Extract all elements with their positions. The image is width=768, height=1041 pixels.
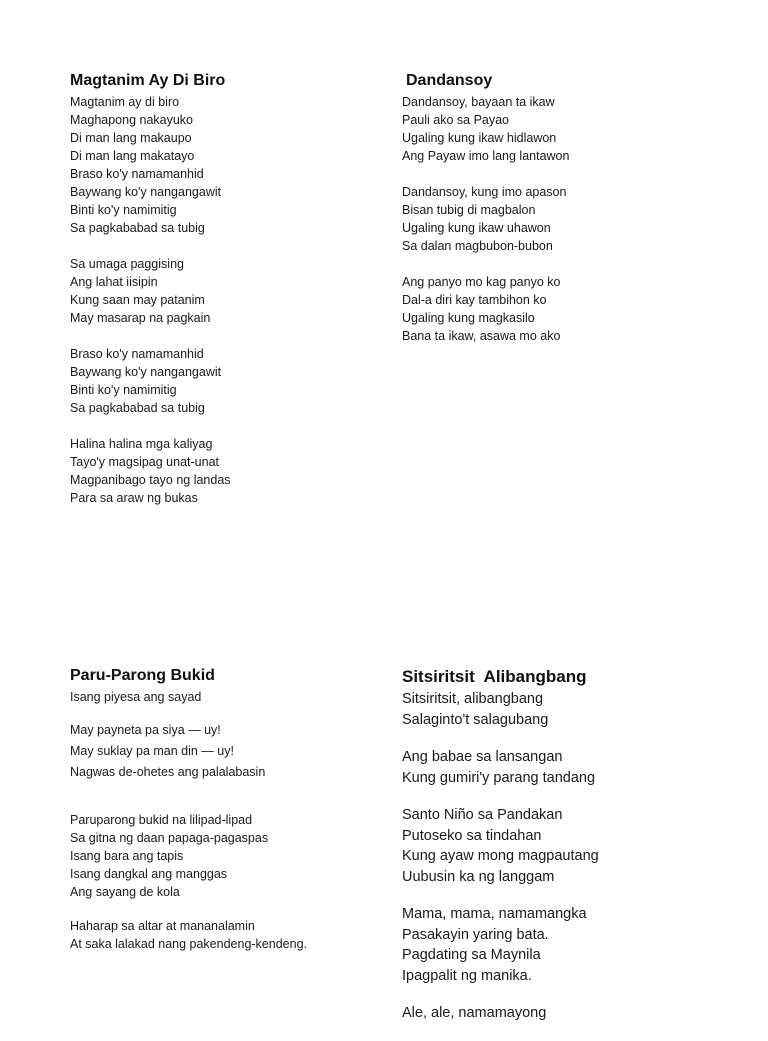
stanza xyxy=(402,183,569,255)
lyric-line: Isang dangkal ang manggas xyxy=(70,867,228,881)
lyric-line: Ugaling kung magkasilo xyxy=(402,311,535,325)
lyric-line: Ang panyo mo kag panyo ko xyxy=(402,275,561,289)
song-title: Dandansoy xyxy=(406,72,493,89)
lyric-line: Magpanibago tayo ng landas xyxy=(70,473,231,487)
lyric-line: Baywang ko'y nangangawit xyxy=(70,365,222,379)
lyric-line: Magtanim ay di biro xyxy=(70,95,180,109)
stanza xyxy=(402,93,569,165)
song-sitsiritsit xyxy=(402,667,599,1041)
lyric-line: Pagdating sa Maynila xyxy=(402,947,541,963)
lyric-line: Kung gumiri'y parang tandang xyxy=(402,769,596,786)
lyric-line: Sa pagkababad sa tubig xyxy=(70,221,205,235)
lyric-line: Ipagpalit ng manika. xyxy=(402,967,532,984)
lyric-line: Uubusin ka ng langgam xyxy=(402,868,555,885)
lyric-line: Sa gitna ng daan papaga-pagaspas xyxy=(70,831,269,845)
lyric-line: Maghapong nakayuko xyxy=(70,113,194,127)
stanza xyxy=(402,1003,599,1024)
lyric-line: Ang sayang de kola xyxy=(70,885,180,899)
lyric-line: At saka lalakad nang pakendeng-kendeng. xyxy=(70,937,307,951)
lyric-line: Dandansoy, kung imo apason xyxy=(402,185,567,199)
stanza xyxy=(70,917,307,953)
lyric-line: May suklay pa man din — uy! xyxy=(70,744,234,758)
stanza xyxy=(70,255,231,327)
stanza xyxy=(70,93,231,237)
lyric-line: Putoseko sa tindahan xyxy=(402,827,542,844)
lyric-line: Salaginto't salagubang xyxy=(402,711,549,728)
stanza xyxy=(402,689,599,730)
stanza xyxy=(70,688,307,706)
song-title: Paru-Parong Bukid xyxy=(70,667,215,684)
lyric-line: May masarap na pagkain xyxy=(70,311,211,325)
lyric-line: Para sa araw ng bukas xyxy=(70,491,198,505)
lyric-line: Mama, mama, namamangka xyxy=(402,906,587,922)
lyric-line: Sa umaga paggising xyxy=(70,257,184,271)
stanza xyxy=(402,805,599,887)
stanza xyxy=(70,435,231,507)
lyric-line: Ugaling kung ikaw hidlawon xyxy=(402,131,557,145)
lyric-line: Braso ko'y namamanhid xyxy=(70,347,204,361)
lyric-line: Paruparong bukid na lilipad-lipad xyxy=(70,813,253,827)
stanza xyxy=(402,904,599,986)
lyric-line: Pasakayin yaring bata. xyxy=(402,926,549,943)
lyric-line: Isang bara ang tapis xyxy=(70,849,184,863)
song-magtanim xyxy=(70,72,231,525)
lyric-line: Kung ayaw mong magpautang xyxy=(402,848,599,864)
stanza xyxy=(402,747,599,788)
lyric-line: Sa pagkababad sa tubig xyxy=(70,401,205,415)
lyric-line: Tayo'y magsipag unat-unat xyxy=(70,455,220,469)
lyric-line: May payneta pa siya — uy! xyxy=(70,723,221,737)
song-paru-parong-bukid xyxy=(70,667,307,971)
lyric-line: Bana ta ikaw, asawa mo ako xyxy=(402,329,561,343)
lyric-line: Halina halina mga kaliyag xyxy=(70,437,213,451)
song-title: Magtanim Ay Di Biro xyxy=(70,72,226,89)
lyric-line: Ang Payaw imo lang lantawon xyxy=(402,149,570,163)
lyric-line: Bisan tubig di magbalon xyxy=(402,203,536,217)
lyric-line: Binti ko'y namimitig xyxy=(70,383,177,397)
lyric-line: Baywang ko'y nangangawit xyxy=(70,185,222,199)
lyric-line: Ang lahat iisipin xyxy=(70,275,158,289)
lyric-line: Santo Niño sa Pandakan xyxy=(402,807,563,823)
lyric-line: Dal-a diri kay tambihon ko xyxy=(402,293,547,307)
song-dandansoy xyxy=(402,72,569,363)
lyric-line: Isang piyesa ang sayad xyxy=(70,690,202,704)
lyric-line: Ang babae sa lansangan xyxy=(402,749,563,765)
stanza xyxy=(402,273,569,345)
lyric-line: Di man lang makatayo xyxy=(70,149,195,163)
lyric-line: Di man lang makaupo xyxy=(70,131,192,145)
lyric-line: Sitsiritsit, alibangbang xyxy=(402,691,544,707)
lyric-line: Sa dalan magbubon-bubon xyxy=(402,239,553,253)
stanza xyxy=(70,720,307,783)
lyric-line: Dandansoy, bayaan ta ikaw xyxy=(402,95,555,109)
lyric-line: Kung saan may patanim xyxy=(70,293,205,307)
lyric-line: Nagwas de-ohetes ang palalabasin xyxy=(70,765,266,779)
lyric-line: Braso ko'y namamanhid xyxy=(70,167,204,181)
song-title: Sitsiritsit Alibangbang xyxy=(402,667,587,686)
stanza xyxy=(70,811,307,901)
lyric-line: Ugaling kung ikaw uhawon xyxy=(402,221,551,235)
lyric-line: Haharap sa altar at mananalamin xyxy=(70,919,255,933)
lyric-line: Binti ko'y namimitig xyxy=(70,203,177,217)
lyric-line: Pauli ako sa Payao xyxy=(402,113,510,127)
lyric-line: Ale, ale, namamayong xyxy=(402,1005,547,1021)
stanza xyxy=(70,345,231,417)
